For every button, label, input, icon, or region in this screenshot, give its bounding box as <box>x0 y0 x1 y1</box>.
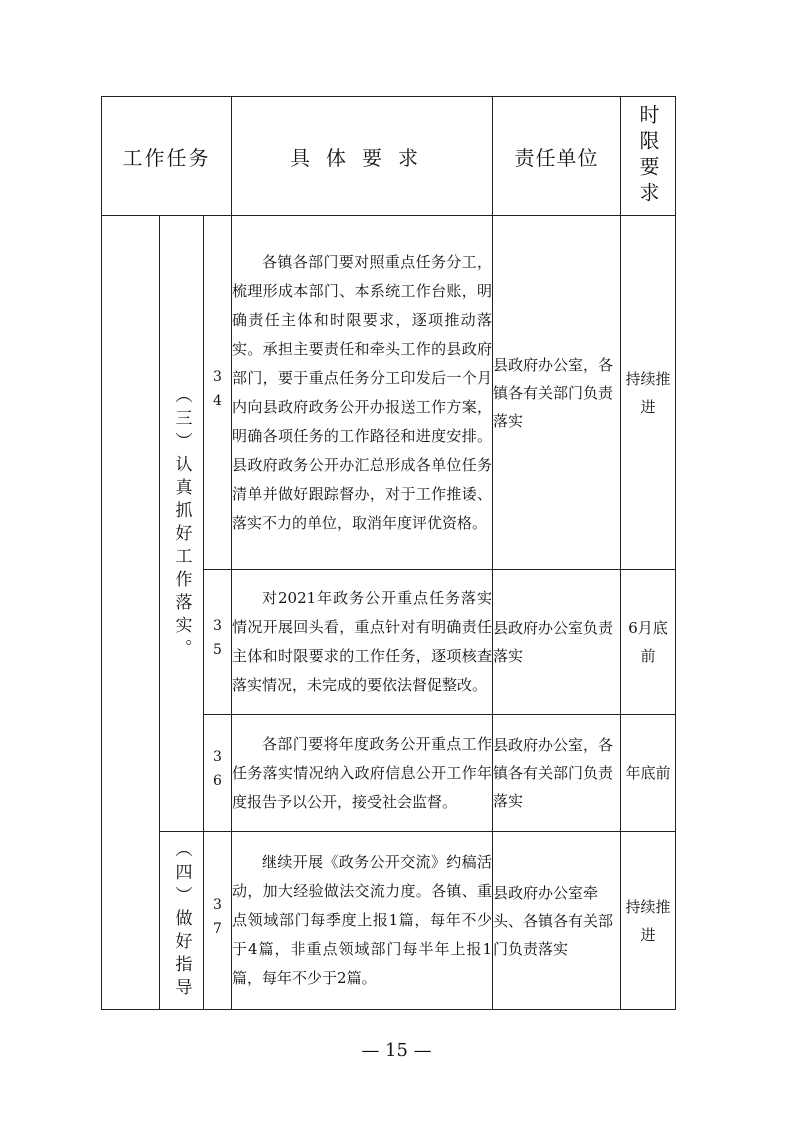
responsible-unit: 县政府办公室牵头、各镇各有关部门负责落实 <box>493 832 621 1010</box>
requirement-text: 对2021年政务公开重点任务落实情况开展回头看，重点针对有明确责任主体和时限要求的工作任务，逐项核查落实情况，未完成的要依法督促整改。 <box>232 570 493 715</box>
group-cell <box>160 832 204 1010</box>
time-limit: 持续推进 <box>621 832 676 1010</box>
requirement-text: 各镇各部门要对照重点任务分工，梳理形成本部门、本系统工作台账，明确责任主体和时限要求，逐项推动落实。承担主要责任和牵头工作的县政府部门，要于重点任务分工印发后一个月内向县政府政务公开办报送工作方案，明确各项任务的工作路径和进度安排。县政府政务公开办汇总形成各单位任务清单并做好跟踪督办，对于工作推诿、落实不力的单位，取消年度评优资格。 <box>232 216 493 570</box>
number-cell <box>204 570 232 715</box>
time-limit: 年底前 <box>621 715 676 832</box>
header-unit: 责任单位 <box>493 97 621 216</box>
page-number: — 15 — <box>361 1040 432 1061</box>
table-header-row <box>102 97 676 216</box>
requirement-text: 各部门要将年度政务公开重点工作任务落实情况纳入政府信息公开工作年度报告予以公开，接受社会监督。 <box>232 715 493 832</box>
task-number: 37 <box>209 896 226 945</box>
time-limit: 持续推进 <box>621 216 676 570</box>
table-row <box>102 216 676 570</box>
task-number: 35 <box>209 618 226 666</box>
table-row <box>102 832 676 1010</box>
time-limit: 6月底前 <box>621 570 676 715</box>
task-number: 36 <box>209 749 226 797</box>
section-cell-empty <box>102 216 160 1010</box>
group-label: （三）认真抓好工作落实。 <box>171 385 192 662</box>
task-table <box>101 96 676 1010</box>
number-cell <box>204 832 232 1010</box>
requirement-text: 继续开展《政务公开交流》约稿活动，加大经验做法交流力度。各镇、重点领域部门每季度上报1篇，每年不少于4篇，非重点领域部门每半年上报1篇，每年不少于2篇。 <box>232 832 493 1010</box>
header-time-limit: 时限要求 <box>636 104 661 208</box>
header-time-limit-cell <box>621 97 676 216</box>
number-cell <box>204 216 232 570</box>
header-requirement: 具体要求 <box>232 97 493 216</box>
group-cell <box>160 216 204 832</box>
responsible-unit: 县政府办公室负责落实 <box>493 570 621 715</box>
responsible-unit: 县政府办公室，各镇各有关部门负责落实 <box>493 715 621 832</box>
task-number: 34 <box>209 368 226 417</box>
group-label: （四）做好指导 <box>171 840 192 1001</box>
responsible-unit: 县政府办公室，各镇各有关部门负责落实 <box>493 216 621 570</box>
number-cell <box>204 715 232 832</box>
header-task: 工作任务 <box>102 97 232 216</box>
